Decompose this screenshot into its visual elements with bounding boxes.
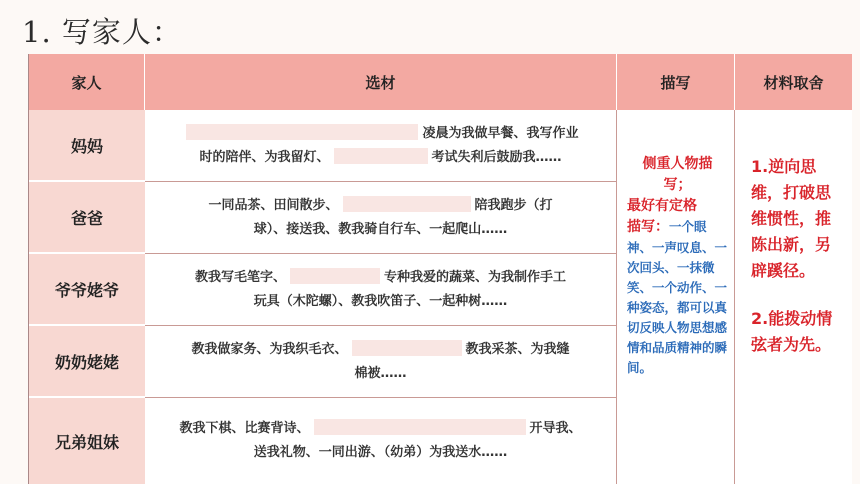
- blank-fill: [343, 196, 471, 212]
- material-text: 专种我爱的蔬菜、为我制作手工: [384, 269, 567, 285]
- selection-cell: [735, 110, 852, 484]
- family-writing-table: [28, 54, 851, 484]
- row-name-dad: 爸爸: [29, 182, 145, 254]
- description-red-4: 描写：: [627, 219, 669, 235]
- description-blue: 一个眼神、一声叹息、一次回头、一抹微笑、一个动作、一种姿态，都可以真切反映人物思想感情和品质精神的瞬间。: [627, 219, 728, 375]
- row-name-grandma: 奶奶姥姥: [29, 326, 145, 398]
- material-text: 棉被……: [354, 365, 407, 381]
- row-material-grandpa: [145, 254, 617, 326]
- material-text: 教我写毛笔字、: [194, 269, 286, 285]
- material-text: 凌晨为我做早餐、我写作业: [422, 125, 579, 141]
- material-text: 送我礼物、一同出游、（幼弟）为我送水……: [253, 445, 508, 460]
- row-name-grandpa: 爷爷姥爷: [29, 254, 145, 326]
- blank-fill: [352, 340, 462, 356]
- selection-point-2: 2.能拨动情弦者为先。: [751, 309, 833, 354]
- material-text: 教我做家务、为我织毛衣、: [191, 341, 348, 357]
- material-text: 一同品茶、田间散步、: [208, 197, 339, 213]
- description-cell: [617, 110, 735, 484]
- description-red-3: 最好有定格: [627, 198, 697, 214]
- material-text: 考试失利后鼓励我……: [431, 149, 562, 165]
- selection-point-1: 1.逆向思维，打破思维惯性，推陈出新，另辟蹊径。: [751, 157, 832, 280]
- material-text: 球）、接送我、教我骑自行车、一起爬山……: [253, 221, 508, 237]
- blank-fill: [334, 148, 428, 164]
- header-description: 描写: [617, 54, 735, 110]
- description-red-2: 写；: [663, 177, 692, 193]
- row-name-mom: 妈妈: [29, 110, 145, 182]
- row-material-grandma: [145, 326, 617, 398]
- blank-fill: [186, 124, 418, 140]
- row-material-siblings: [145, 398, 617, 484]
- material-text: 开导我、: [529, 421, 582, 436]
- material-text: 教我采茶、为我缝: [465, 341, 570, 357]
- material-text: 陪我跑步（打: [474, 197, 553, 213]
- header-selection: 材料取舍: [735, 54, 852, 110]
- section-heading: 1. 写家人：: [22, 15, 182, 49]
- blank-fill: [290, 268, 380, 284]
- description-red-1: 侧重人物描: [642, 156, 713, 172]
- header-family: 家人: [29, 54, 145, 110]
- row-material-dad: [145, 182, 617, 254]
- material-text: 教我下棋、比赛背诗、: [179, 421, 310, 436]
- blank-fill: [314, 419, 526, 435]
- row-name-siblings: 兄弟姐妹: [29, 398, 145, 484]
- header-material: 选材: [145, 54, 617, 110]
- material-text: 玩具（木陀螺）、教我吹笛子、一起种树……: [253, 293, 508, 309]
- material-text: 时的陪伴、为我留灯、: [199, 149, 330, 165]
- row-material-mom: [145, 110, 617, 182]
